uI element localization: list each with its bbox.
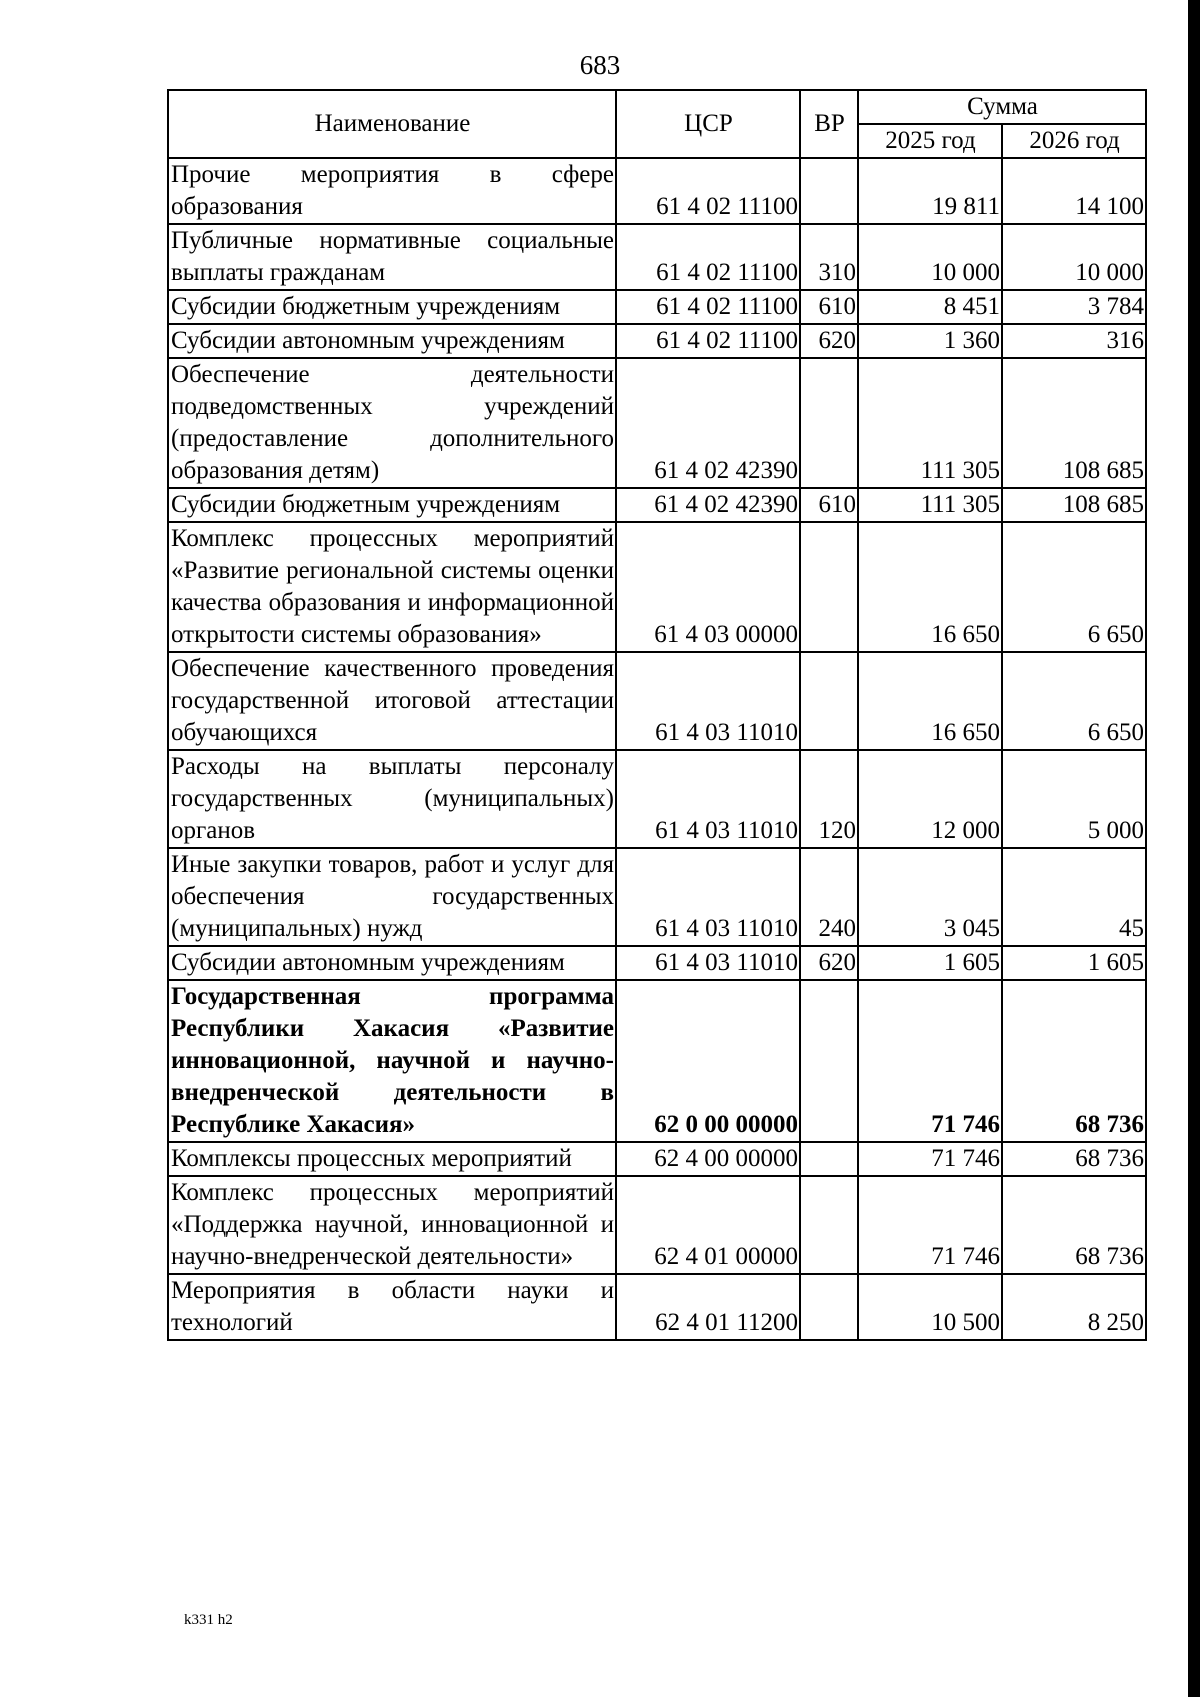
- row-name: Расходы на выплаты персоналу государственных (муниципальных) органов: [168, 750, 616, 848]
- row-vr: [800, 158, 858, 224]
- row-sum-2026: 6 650: [1002, 522, 1146, 652]
- table-row: [168, 1142, 1146, 1176]
- row-sum-2026: 68 736: [1002, 980, 1146, 1142]
- row-sum-2026: 14 100: [1002, 158, 1146, 224]
- row-csr: 61 4 03 00000: [616, 522, 800, 652]
- row-sum-2025: 16 650: [858, 652, 1002, 750]
- row-sum-2026: 108 685: [1002, 358, 1146, 488]
- row-sum-2025: 8 451: [858, 290, 1002, 324]
- row-vr: 120: [800, 750, 858, 848]
- table-row: [168, 324, 1146, 358]
- table-row: [168, 488, 1146, 522]
- row-sum-2026: 10 000: [1002, 224, 1146, 290]
- row-vr: [800, 1274, 858, 1340]
- table-row: [168, 522, 1146, 652]
- table-header-row: [168, 90, 1146, 124]
- row-csr: 61 4 03 11010: [616, 946, 800, 980]
- row-vr: [800, 358, 858, 488]
- row-csr: 62 4 01 00000: [616, 1176, 800, 1274]
- header-year-2025: 2025 год: [858, 124, 1002, 158]
- row-vr: 610: [800, 290, 858, 324]
- row-csr: 61 4 02 11100: [616, 324, 800, 358]
- table-row: [168, 848, 1146, 946]
- page-number: 683: [579, 50, 621, 80]
- row-name: Субсидии бюджетным учреждениям: [168, 488, 616, 522]
- row-sum-2026: 108 685: [1002, 488, 1146, 522]
- row-name: Публичные нормативные социальные выплаты гражданам: [168, 224, 616, 290]
- table-row: [168, 1274, 1146, 1340]
- footer-code: k331 h2: [184, 1612, 233, 1628]
- row-name: Государственная программа Республики Хакасия «Развитие инновационной, научной и научно-внедренческой деятельности в Республике Хакасия»: [168, 980, 616, 1142]
- row-name: Комплекс процессных мероприятий «Поддержка научной, инновационной и научно-внедренческой деятельности»: [168, 1176, 616, 1274]
- row-csr: 61 4 03 11010: [616, 848, 800, 946]
- row-name: Комплекс процессных мероприятий «Развитие региональной системы оценки качества образования и информационной открытости системы образования»: [168, 522, 616, 652]
- row-vr: 620: [800, 946, 858, 980]
- row-csr: 62 4 01 11200: [616, 1274, 800, 1340]
- row-vr: [800, 652, 858, 750]
- row-vr: 240: [800, 848, 858, 946]
- row-vr: [800, 1176, 858, 1274]
- row-csr: 61 4 03 11010: [616, 750, 800, 848]
- table-row: [168, 158, 1146, 224]
- row-name: Прочие мероприятия в сфере образования: [168, 158, 616, 224]
- row-vr: [800, 1142, 858, 1176]
- table-row: [168, 224, 1146, 290]
- row-csr: 61 4 02 42390: [616, 358, 800, 488]
- row-vr: 310: [800, 224, 858, 290]
- row-csr: 62 4 00 00000: [616, 1142, 800, 1176]
- row-sum-2026: 1 605: [1002, 946, 1146, 980]
- row-sum-2025: 3 045: [858, 848, 1002, 946]
- row-name: Субсидии бюджетным учреждениям: [168, 290, 616, 324]
- row-sum-2025: 1 360: [858, 324, 1002, 358]
- row-vr: [800, 980, 858, 1142]
- row-sum-2026: 68 736: [1002, 1142, 1146, 1176]
- row-sum-2026: 5 000: [1002, 750, 1146, 848]
- table-row: [168, 358, 1146, 488]
- row-sum-2026: 68 736: [1002, 1176, 1146, 1274]
- header-csr: ЦСР: [616, 90, 800, 158]
- row-name: Субсидии автономным учреждениям: [168, 946, 616, 980]
- row-sum-2025: 71 746: [858, 1176, 1002, 1274]
- row-sum-2026: 3 784: [1002, 290, 1146, 324]
- header-vr: ВР: [800, 90, 858, 158]
- header-year-2026: 2026 год: [1002, 124, 1146, 158]
- row-sum-2025: 12 000: [858, 750, 1002, 848]
- row-csr: 61 4 02 11100: [616, 158, 800, 224]
- row-name: Обеспечение деятельности подведомственных учреждений (предоставление дополнительного образования детям): [168, 358, 616, 488]
- row-name: Мероприятия в области науки и технологий: [168, 1274, 616, 1340]
- row-sum-2025: 19 811: [858, 158, 1002, 224]
- header-sum: Сумма: [858, 90, 1146, 124]
- row-csr: 61 4 03 11010: [616, 652, 800, 750]
- budget-table: [167, 89, 1147, 1341]
- row-sum-2025: 16 650: [858, 522, 1002, 652]
- table-body: [168, 158, 1146, 1340]
- row-name: Комплексы процессных мероприятий: [168, 1142, 616, 1176]
- row-vr: [800, 522, 858, 652]
- table-row: [168, 290, 1146, 324]
- row-sum-2025: 10 000: [858, 224, 1002, 290]
- row-sum-2026: 8 250: [1002, 1274, 1146, 1340]
- row-sum-2026: 6 650: [1002, 652, 1146, 750]
- row-sum-2025: 111 305: [858, 488, 1002, 522]
- table-row: [168, 980, 1146, 1142]
- table-row: [168, 652, 1146, 750]
- row-sum-2025: 10 500: [858, 1274, 1002, 1340]
- row-csr: 62 0 00 00000: [616, 980, 800, 1142]
- row-sum-2025: 111 305: [858, 358, 1002, 488]
- row-csr: 61 4 02 11100: [616, 290, 800, 324]
- row-name: Иные закупки товаров, работ и услуг для обеспечения государственных (муниципальных) нужд: [168, 848, 616, 946]
- table-row: [168, 750, 1146, 848]
- row-sum-2026: 316: [1002, 324, 1146, 358]
- table-row: [168, 1176, 1146, 1274]
- row-csr: 61 4 02 11100: [616, 224, 800, 290]
- scan-edge: [1188, 0, 1200, 1697]
- row-sum-2026: 45: [1002, 848, 1146, 946]
- table-row: [168, 946, 1146, 980]
- row-name: Субсидии автономным учреждениям: [168, 324, 616, 358]
- row-vr: 610: [800, 488, 858, 522]
- row-vr: 620: [800, 324, 858, 358]
- row-sum-2025: 71 746: [858, 980, 1002, 1142]
- row-sum-2025: 71 746: [858, 1142, 1002, 1176]
- row-csr: 61 4 02 42390: [616, 488, 800, 522]
- row-name: Обеспечение качественного проведения государственной итоговой аттестации обучающихся: [168, 652, 616, 750]
- row-sum-2025: 1 605: [858, 946, 1002, 980]
- header-name: Наименование: [168, 90, 616, 158]
